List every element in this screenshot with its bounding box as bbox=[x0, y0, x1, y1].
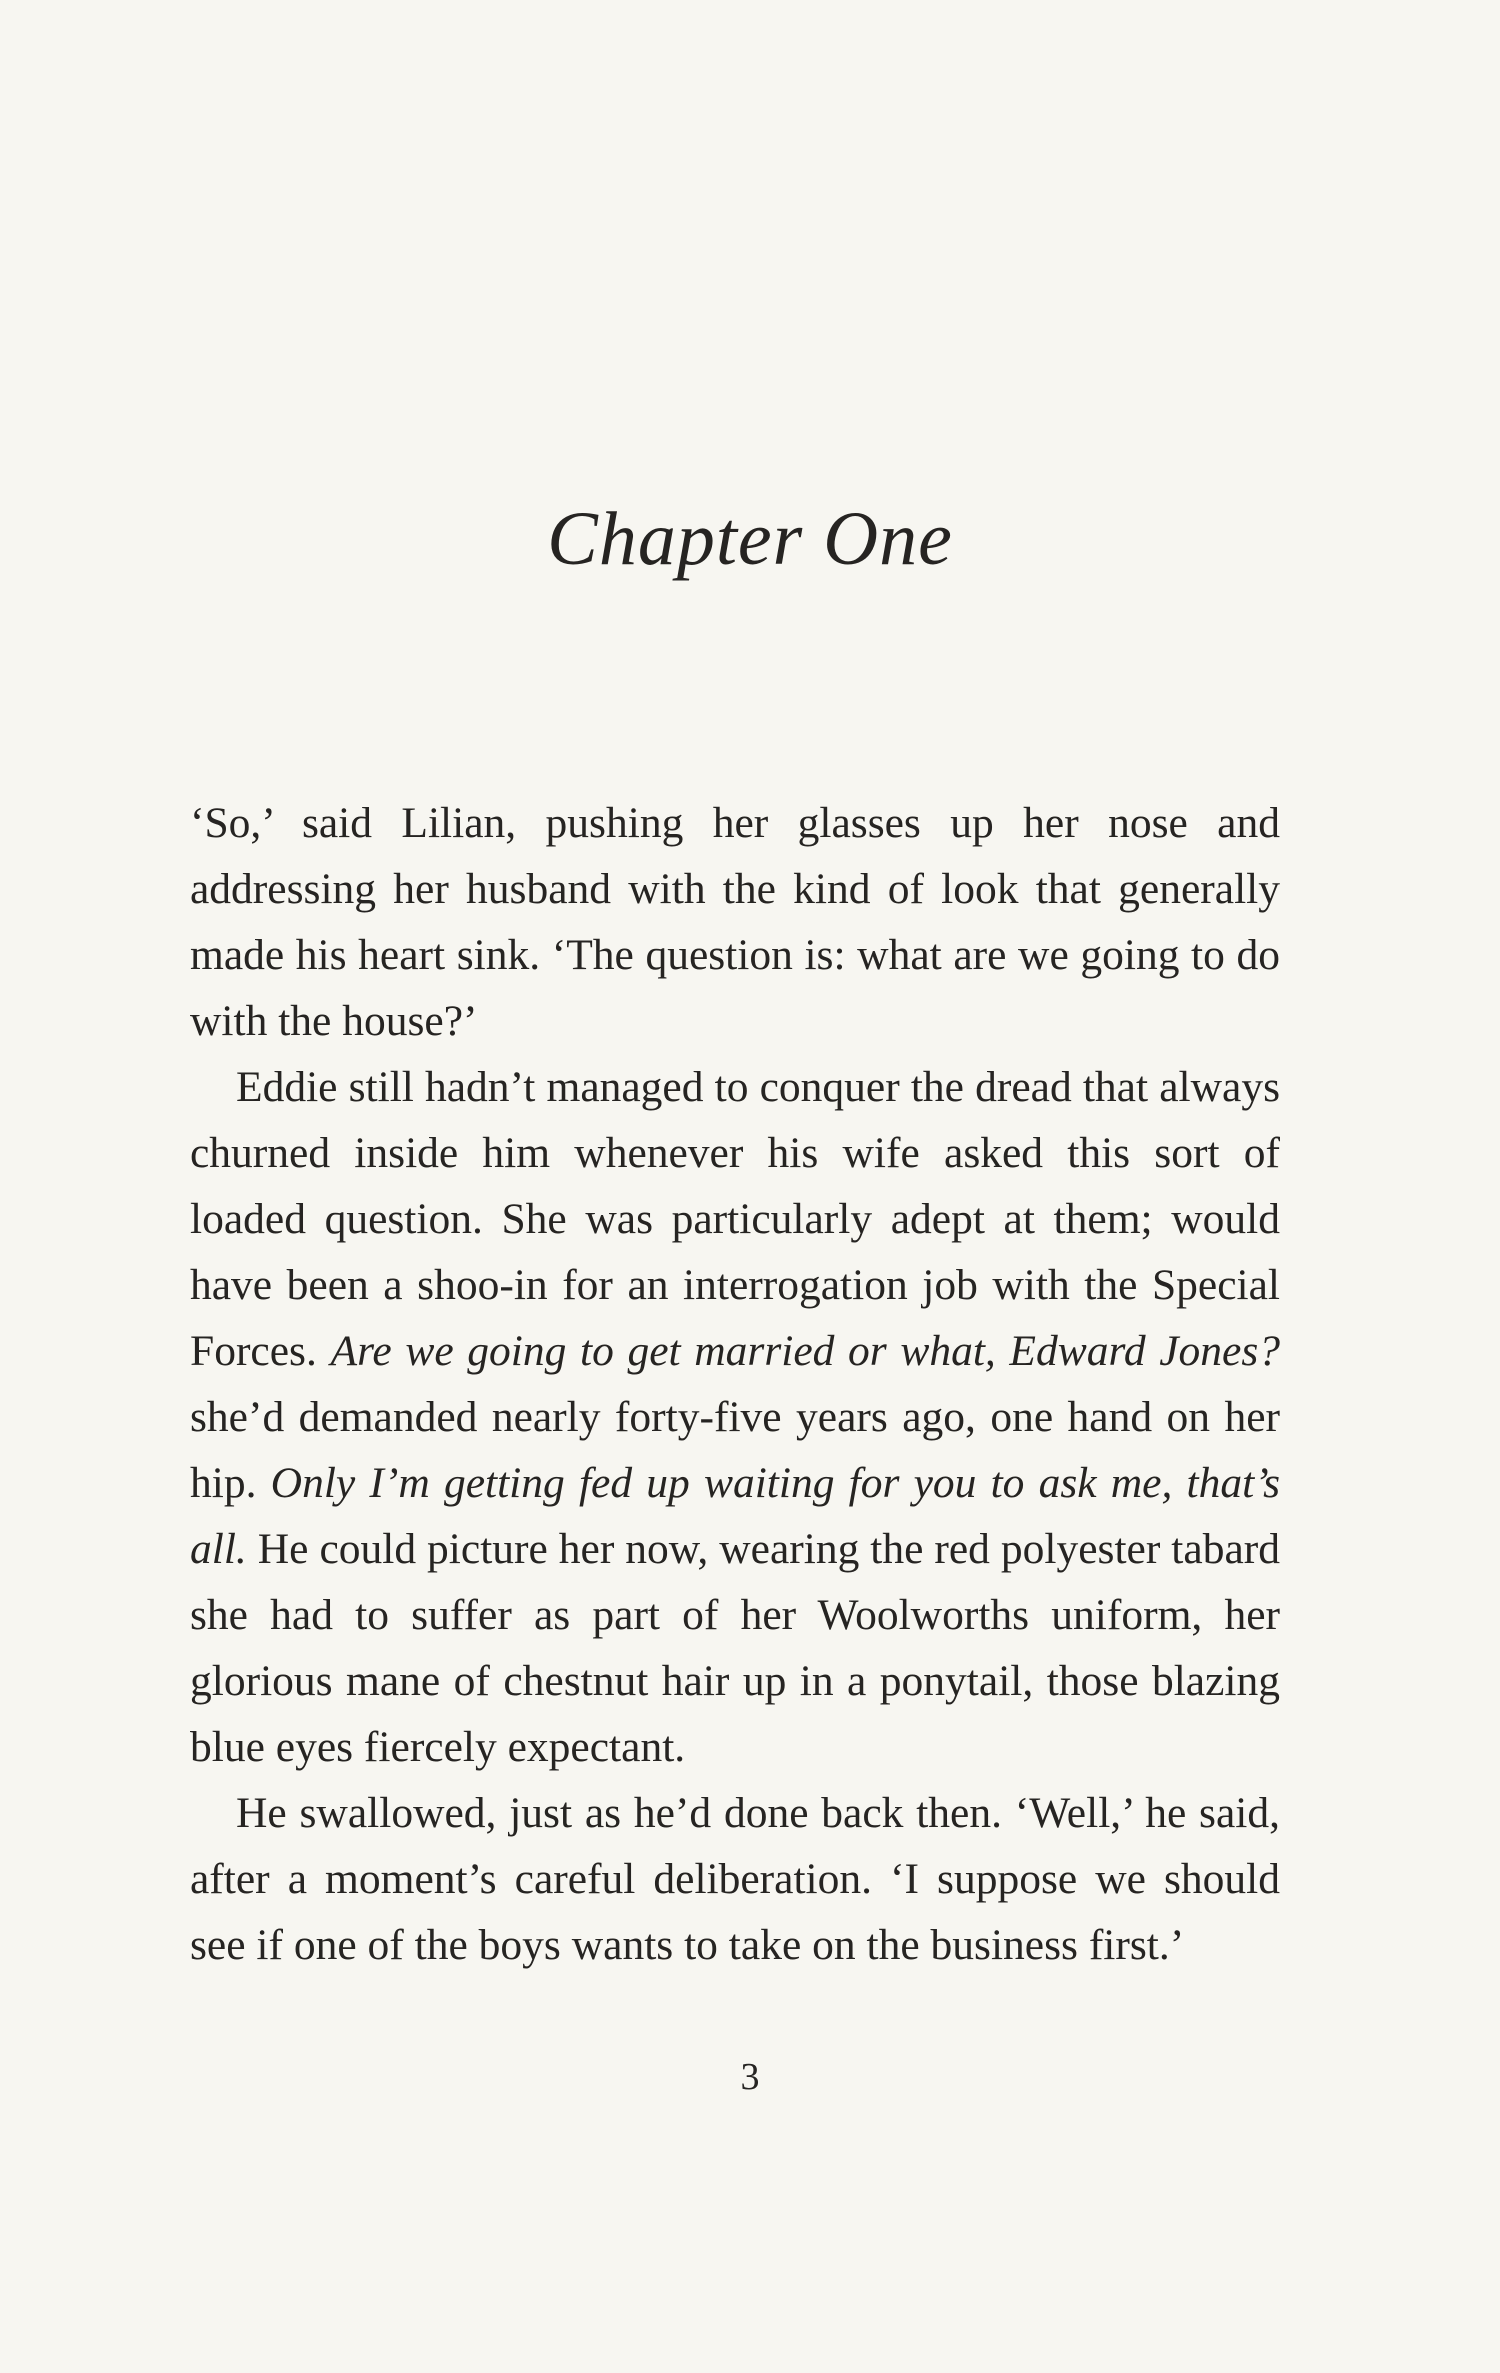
paragraph-2-text-2: she’d demanded nearly forty-five years ago, one hand on her hip. bbox=[190, 1393, 1280, 1507]
paragraph-2-text-1: Eddie still hadn’t managed to conquer the dread that always churned inside him whenever his wife asked this sort of loaded question. She was particularly adept at them; would have been a shoo-in for an interrogation job with the Special Forces. bbox=[190, 1063, 1280, 1375]
paragraph-2-italic-1: Are we going to get married or what, Edward Jones? bbox=[330, 1327, 1281, 1375]
chapter-title: Chapter One bbox=[547, 497, 953, 581]
chapter-body bbox=[190, 790, 1280, 1978]
paragraph-2-text-3: He could picture her now, wearing the red polyester tabard she had to suffer as part of her Woolworths uniform, her glorious mane of chestnut hair up in a ponytail, those blazing blue eyes fiercely expectant. bbox=[190, 1525, 1280, 1771]
paragraph-1: ‘So,’ said Lilian, pushing her glasses up her nose and addressing her husband with the kind of look that generally made his heart sink. ‘The question is: what are we going to do with the house?’ bbox=[190, 799, 1280, 1045]
paragraph-2-italic-2: Only I’m getting fed up waiting for you to ask me, that’s all. bbox=[190, 1459, 1281, 1573]
paragraph-2 bbox=[190, 1054, 1280, 1780]
paragraph-3: He swallowed, just as he’d done back then. ‘Well,’ he said, after a moment’s careful deliberation. ‘I suppose we should see if one of the boys wants to take on the business first.’ bbox=[190, 1789, 1280, 1969]
page-number: 3 bbox=[740, 2056, 760, 2098]
